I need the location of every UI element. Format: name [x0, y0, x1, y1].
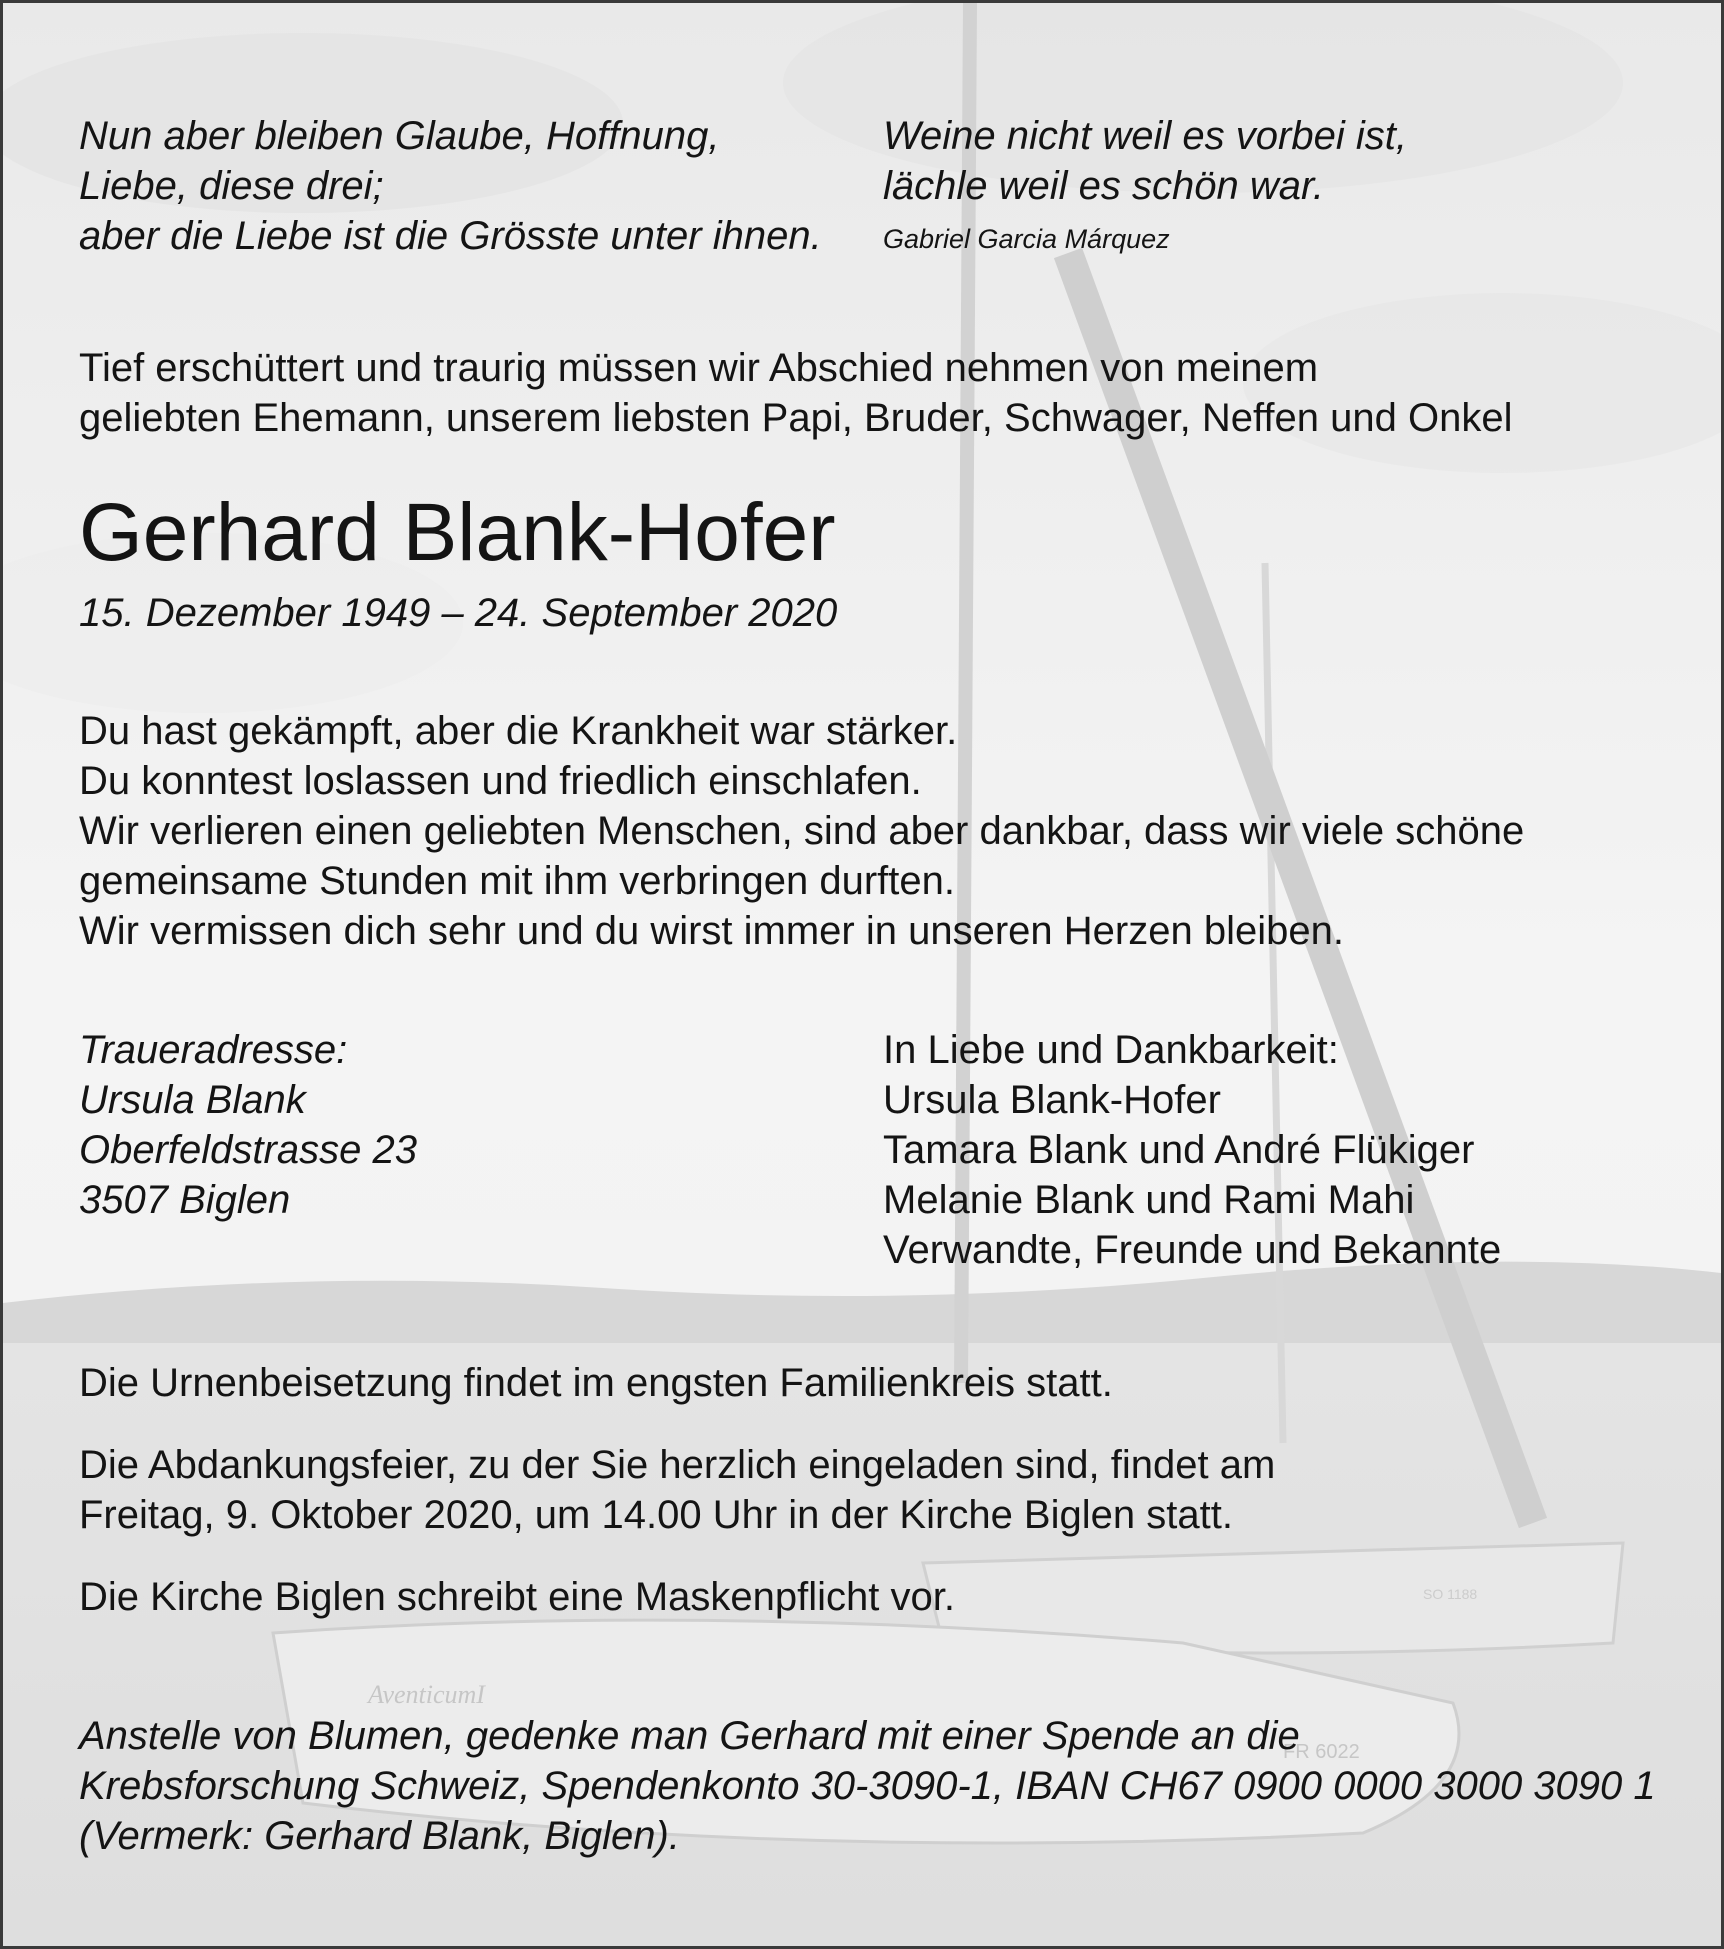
quote-left-line: aber die Liebe ist die Grösste unter ihnen. — [79, 214, 822, 258]
quote-left-line: Nun aber bleiben Glaube, Hoffnung, — [79, 114, 720, 158]
mourner-line: Ursula Blank-Hofer — [883, 1078, 1221, 1122]
urn-notice: Die Urnenbeisetzung findet im engsten Familienkreis statt. — [79, 1361, 1113, 1405]
mourner-line: Verwandte, Freunde und Bekannte — [883, 1228, 1502, 1272]
ceremony-notice-line: Die Abdankungsfeier, zu der Sie herzlich eingeladen sind, findet am — [79, 1443, 1276, 1487]
mourner-line: Melanie Blank und Rami Mahi — [883, 1178, 1415, 1222]
address-line: Ursula Blank — [79, 1078, 306, 1122]
address-line: Oberfeldstrasse 23 — [79, 1128, 417, 1172]
ceremony-notice-line: Freitag, 9. Oktober 2020, um 14.00 Uhr in der Kirche Biglen statt. — [79, 1493, 1233, 1537]
mourner-line: Tamara Blank und André Flükiger — [883, 1128, 1475, 1172]
donation-line: Anstelle von Blumen, gedenke man Gerhard mit einer Spende an die — [79, 1714, 1300, 1758]
address-heading: Traueradresse: — [79, 1028, 348, 1072]
intro-line: geliebten Ehemann, unserem liebsten Papi, Bruder, Schwager, Neffen und Onkel — [79, 396, 1513, 440]
donation-line: (Vermerk: Gerhard Blank, Biglen). — [79, 1814, 680, 1858]
quote-author: Gabriel Garcia Márquez — [883, 224, 1170, 254]
hull-mark-text: FR 6022 — [1283, 1741, 1360, 1763]
hull-mark-text: SO 1188 — [1423, 1586, 1478, 1602]
mourners-heading: In Liebe und Dankbarkeit: — [883, 1028, 1339, 1072]
mask-notice: Die Kirche Biglen schreibt eine Maskenpflicht vor. — [79, 1575, 955, 1619]
message-line: Wir verlieren einen geliebten Menschen, sind aber dankbar, dass wir viele schöne — [79, 809, 1525, 853]
message-line: Du konntest loslassen und friedlich einschlafen. — [79, 759, 922, 803]
message-line: Du hast gekämpft, aber die Krankheit war stärker. — [79, 709, 958, 753]
deceased-name: Gerhard Blank-Hofer — [79, 487, 836, 578]
donation-line: Krebsforschung Schweiz, Spendenkonto 30-3090-1, IBAN CH67 0900 0000 3000 3090 1 — [79, 1764, 1656, 1808]
life-dates: 15. Dezember 1949 – 24. September 2020 — [79, 591, 838, 635]
intro-line: Tief erschüttert und traurig müssen wir Abschied nehmen von meinem — [79, 346, 1319, 390]
message-line: gemeinsame Stunden mit ihm verbringen durften. — [79, 859, 956, 903]
address-line: 3507 Biglen — [79, 1178, 291, 1222]
boat-name-text: AventicumI — [368, 1680, 485, 1709]
quote-right-line: lächle weil es schön war. — [883, 164, 1324, 208]
message-line: Wir vermissen dich sehr und du wirst immer in unseren Herzen bleiben. — [79, 909, 1344, 953]
quote-left-line: Liebe, diese drei; — [79, 164, 384, 208]
quote-right-line: Weine nicht weil es vorbei ist, — [883, 114, 1407, 158]
